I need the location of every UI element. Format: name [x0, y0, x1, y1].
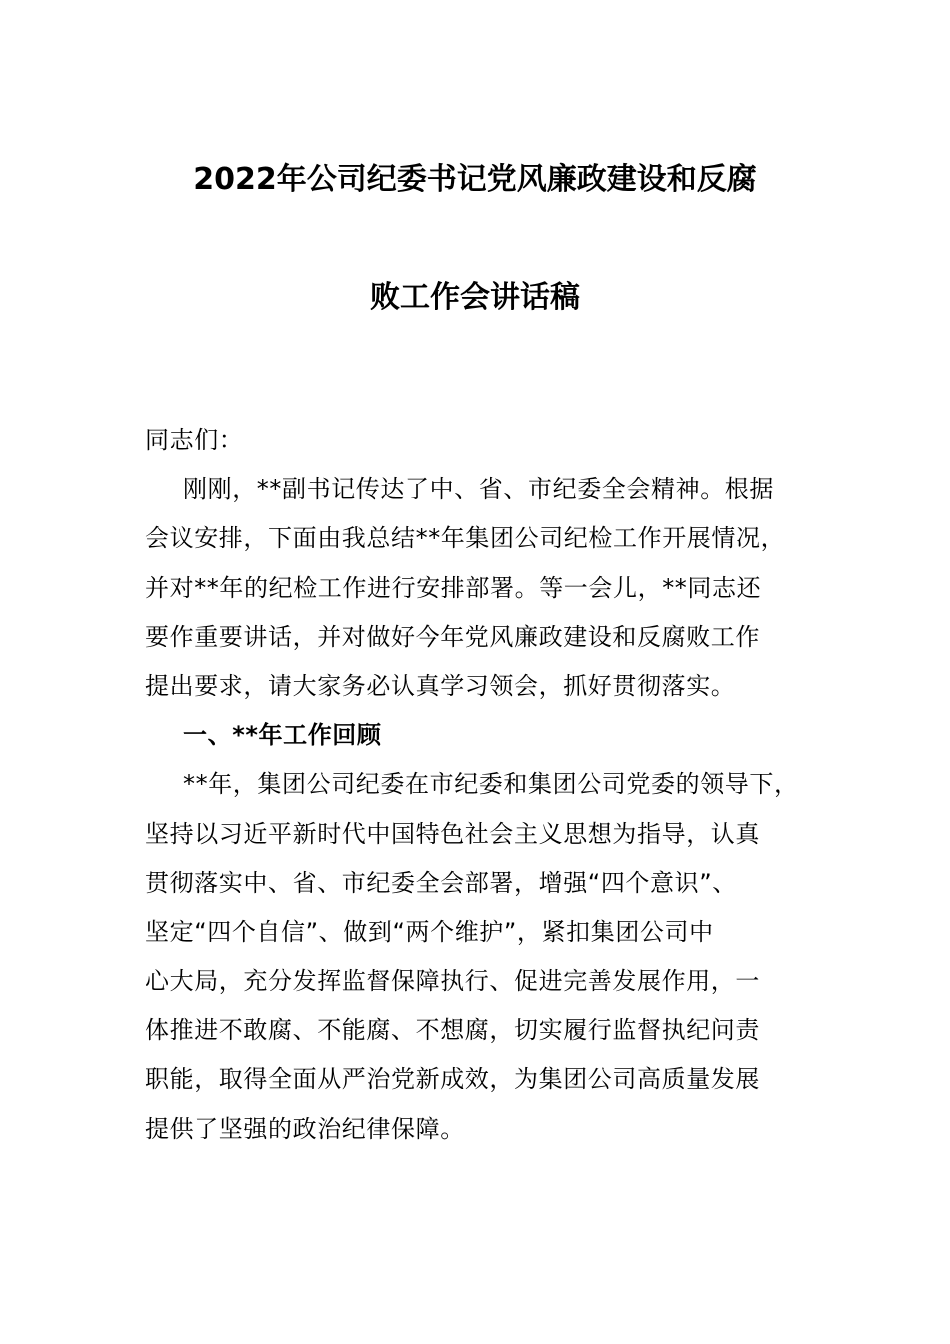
paragraph-2-line-3: 贯彻落实中、省、市纪委全会部署，增强“四个意识”、 [145, 868, 737, 897]
paragraph-1-line-4: 要作重要讲话，并对做好今年党风廉政建设和反腐败工作 [145, 622, 760, 651]
paragraph-2-line-8: 提供了坚强的政治纪律保障。 [145, 1114, 465, 1143]
document-body [145, 416, 825, 1154]
paragraph-1-line-3: 并对**年的纪检工作进行安排部署。等一会儿，**同志还 [145, 573, 762, 602]
section-heading: 一、**年工作回顾 [183, 721, 382, 750]
salutation: 同志们： [145, 426, 244, 454]
paragraph-1-line-2: 会议安排，下面由我总结**年集团公司纪检工作开展情况， [145, 524, 786, 553]
paragraph-1-line-5: 提出要求，请大家务必认真学习领会，抓好贯彻落实。 [145, 671, 736, 700]
paragraph-2-line-7: 职能，取得全面从严治党新成效，为集团公司高质量发展 [145, 1065, 760, 1094]
paragraph-2-line-5: 心大局，充分发挥监督保障执行、促进完善发展作用，一 [145, 967, 760, 996]
paragraph-2-line-1: **年，集团公司纪委在市纪委和集团公司党委的领导下， [183, 770, 799, 799]
paragraph-2-line-2: 坚持以习近平新时代中国特色社会主义思想为指导，认真 [145, 819, 760, 848]
paragraph-2-line-4: 坚定“四个自信”、做到“两个维护”，紧扣集团公司中 [145, 917, 714, 946]
document-title-line-2: 败工作会讲话稿 [370, 280, 580, 315]
document-title-line-1: 2022年公司纪委书记党风廉政建设和反腐 [193, 162, 757, 197]
paragraph-2-line-6: 体推进不敢腐、不能腐、不想腐，切实履行监督执纪问责 [145, 1016, 760, 1045]
paragraph-1-line-1: 刚刚，**副书记传达了中、省、市纪委全会精神。根据 [183, 475, 774, 504]
